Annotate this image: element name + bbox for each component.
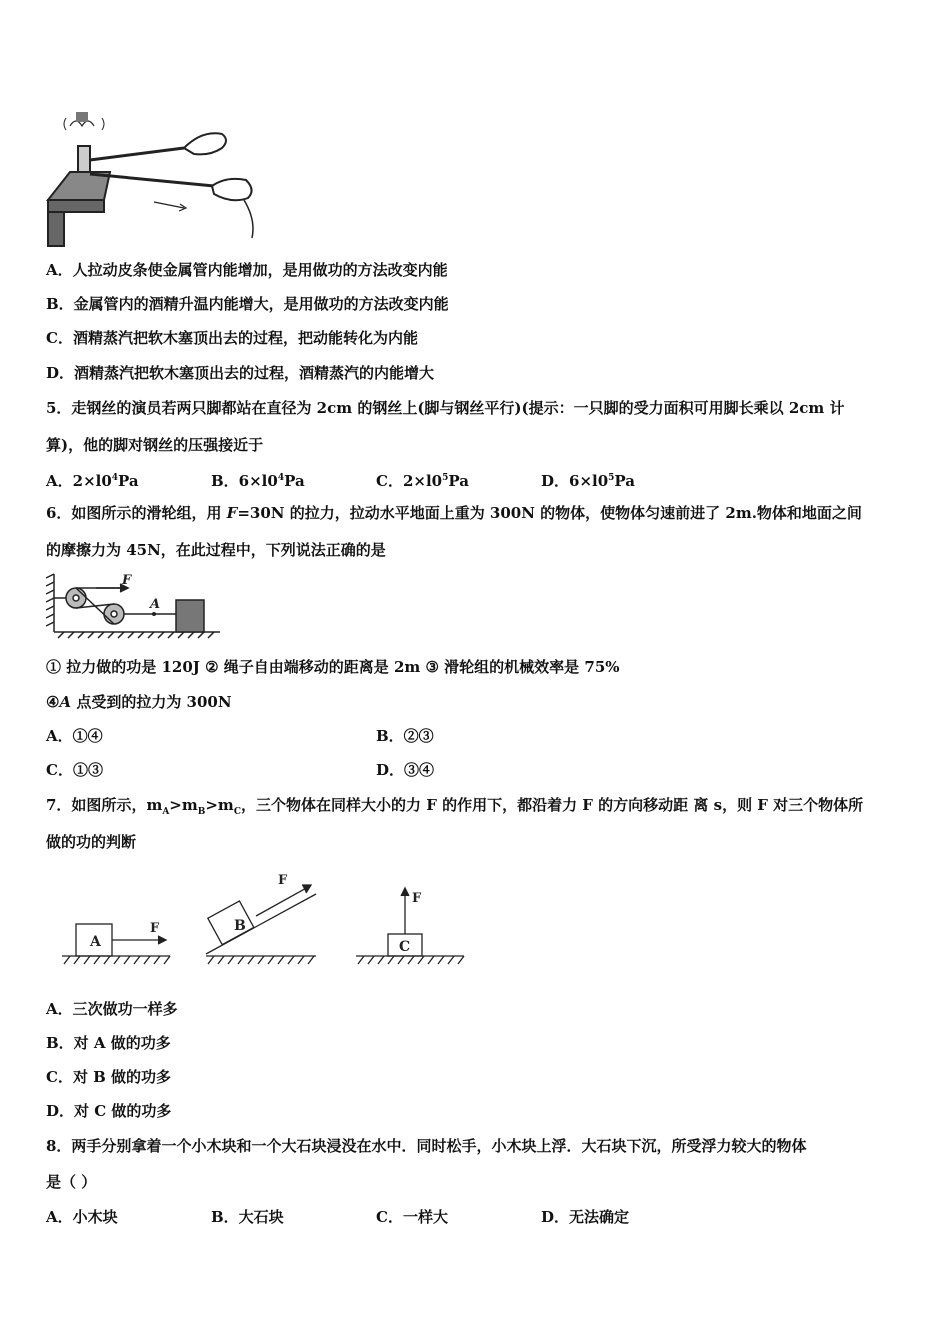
q5-option-c-base: C．2×l0	[376, 472, 443, 490]
q7-blocks-figure	[60, 866, 470, 972]
q6-statement4-text: 点受到的拉力为 300N	[71, 693, 232, 711]
q7-stem-line2: 做的功的判断	[46, 833, 137, 851]
q4-friction-experiment-figure	[44, 108, 274, 248]
q6-statement4-num: ④	[46, 693, 60, 711]
q7-option-c[interactable]: C．对 B 做的功多	[46, 1068, 172, 1086]
q7-figure-label-f-b: F	[278, 873, 288, 888]
q7-sub-a: A	[162, 807, 170, 817]
q6-option-a[interactable]: A．①④	[46, 727, 103, 745]
q7-stem-pre: 7．如图所示，m	[46, 796, 163, 814]
q6-figure-label-a: A	[150, 597, 161, 612]
q7-sub-c: C	[233, 807, 241, 817]
q6-stem-pre: 6．如图所示的滑轮组，用	[46, 504, 227, 522]
q6-stem-var-f: F	[226, 504, 238, 522]
q5-option-a-unit: Pa	[118, 472, 139, 490]
q4-option-b[interactable]: B．金属管内的酒精升温内能增大，是用做功的方法改变内能	[46, 295, 449, 313]
q6-stem-post: =30N 的拉力，拉动水平地面上重为 300N 的物体，使物体匀速前进了 2m.物体和地面之间	[237, 504, 862, 522]
q5-option-a-exponent: 4	[111, 473, 119, 483]
q7-option-d[interactable]: D．对 C 做的功多	[46, 1102, 172, 1120]
q6-statement4	[46, 692, 232, 712]
q5-option-d-unit: Pa	[614, 472, 636, 490]
q5-option-c[interactable]	[376, 468, 469, 491]
q5-option-b-base: B．6×l0	[211, 472, 278, 490]
q5-option-b-exponent: 4	[277, 473, 285, 483]
q5-stem-line1: 5．走钢丝的演员若两只脚都站在直径为 2cm 的钢丝上(脚与钢丝平行)(提示：一只脚的受力面积可用脚长乘以 2cm 计	[46, 399, 845, 417]
q7-sub-b: B	[197, 807, 206, 817]
q5-option-d-base: D．6×l0	[541, 472, 609, 490]
q7-option-b[interactable]: B．对 A 做的功多	[46, 1034, 171, 1052]
q7-option-a[interactable]: A．三次做功一样多	[46, 1000, 178, 1018]
q8-option-d[interactable]: D．无法确定	[541, 1208, 630, 1226]
q4-option-d[interactable]: D．酒精蒸汽把软木塞顶出去的过程，酒精蒸汽的内能增大	[46, 364, 435, 382]
q6-pulley-figure	[44, 572, 224, 640]
q6-statement4-var: A	[59, 693, 72, 711]
q8-option-b[interactable]: B．大石块	[211, 1208, 284, 1226]
q6-option-d[interactable]: D．③④	[376, 761, 435, 779]
q5-option-b[interactable]	[211, 468, 305, 491]
q7-figure-label-c: C	[399, 939, 411, 955]
q7-mid1: >m	[169, 796, 198, 814]
q7-figure-label-b: B	[234, 918, 246, 934]
q6-figure-label-f: F	[122, 573, 132, 588]
q6-option-b[interactable]: B．②③	[376, 727, 434, 745]
q5-option-c-exponent: 5	[442, 473, 449, 483]
q8-option-c[interactable]: C．一样大	[376, 1208, 448, 1226]
q4-option-a[interactable]: A．人拉动皮条使金属管内能增加，是用做功的方法改变内能	[46, 261, 448, 279]
q8-option-a[interactable]: A．小木块	[46, 1208, 118, 1226]
q7-figure-label-a: A	[90, 934, 101, 950]
q5-option-d[interactable]	[541, 468, 635, 491]
q7-stem-post: ，三个物体在同样大小的力 F 的作用下，都沿着力 F 的方向移动距 离 s，则 F 对三个物体所	[240, 796, 864, 814]
q6-statements-line1: ① 拉力做的功是 120J ② 绳子自由端移动的距离是 2m ③ 滑轮组的机械效率是 75%	[46, 658, 620, 676]
q7-mid2: >m	[205, 796, 234, 814]
q6-stem-line2: 的摩擦力为 45N，在此过程中，下列说法正确的是	[46, 541, 386, 559]
q7-stem-line1	[46, 795, 863, 822]
q6-option-c[interactable]: C．①③	[46, 761, 103, 779]
q6-stem-line1	[46, 503, 862, 523]
q4-option-c[interactable]: C．酒精蒸汽把软木塞顶出去的过程，把动能转化为内能	[46, 329, 418, 347]
q5-option-a[interactable]	[46, 468, 139, 491]
q5-option-c-unit: Pa	[448, 472, 469, 490]
q5-option-d-exponent: 5	[608, 473, 615, 483]
q5-option-a-base: A．2×l0	[46, 472, 112, 490]
q5-stem-line2: 算)，他的脚对钢丝的压强接近于	[46, 436, 264, 454]
q8-stem-line1: 8．两手分别拿着一个小木块和一个大石块浸没在水中．同时松手，小木块上浮．大石块下沉，所受浮力较大的物体	[46, 1137, 807, 1155]
q7-figure-label-f-c: F	[412, 891, 422, 906]
q8-stem-line2: 是（ ）	[46, 1173, 97, 1191]
q7-figure-label-f-a: F	[150, 921, 160, 936]
q5-option-b-unit: Pa	[284, 472, 305, 490]
